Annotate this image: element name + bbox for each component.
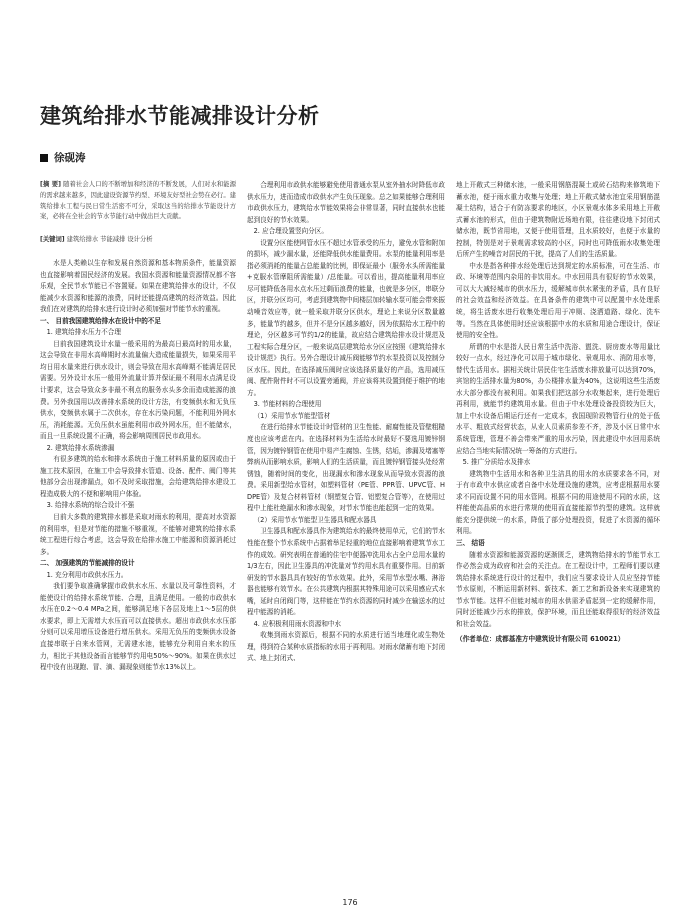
subsection-heading: 1. 充分利用市政供水压力。	[46, 570, 128, 579]
paragraph: 所谓的中水是指人民日常生活中洗浴、盥洗、厨房废水等用量比较好一点水，经过净化可以用于城市绿化、景观用水、消防用水等，替代生活用水。据相关统计居民住宅生活废水排放量可以达到70%，宾馆的生活排水量为80%，办公楼排水量为40%，这说明这些生活废水大部分都没有被利用。如果我们把这部分水收集起来，进行处理后再利用，就能节约建筑用水量。但由于中水处理设备投资较为巨大，加上中水设备后期运行还有一定成本，我国现阶段物管行业的处于低水平、粗放式经营状态，从业人员素质参差不齐，涉及小区日常中水系统管理，管理不善会带来严重的用水污染，因此建设中水回用系统应结合当地实际情况统一筹备的方式进行。	[456, 342, 660, 455]
paragraph: 水是人类赖以生存和发展自然资源和基本物质条件，能量资源也直接影响着国民经济的发展。我国水资源和能量资源情况都不容乐观，全民节水节能已不容置疑。如果在建筑给排水的设计，不仅能减少水资源和能源的浪费，同时还能提高建筑的经济效益。因此我们在对建筑的给排水进行设计时必须加强对节能节水的重视。	[40, 258, 236, 314]
abstract	[40, 180, 236, 223]
subsection-heading: 2. 建筑给排水系统渗漏	[46, 443, 115, 452]
keywords-text: 建筑给排水 节能减排 设计分析	[66, 236, 153, 244]
section-heading: 三、 结语	[456, 538, 485, 547]
paragraph: 在进行给排水节能设计时管材的卫生性能、耐腐性能及管壁粗糙度也应该考虑在内。在选择材料为生活给水时最好不要选用镀锌钢管，因为镀锌钢管在使用中易产生腐蚀、生锈，结垢，渗漏及堵塞等弊病从而影响水质，影响人们的生活质量，而且镀锌钢管接头处经常锈蚀，随着时间的变化，出现漏水和滲水现象从而导致水资源的浪费。采用新型给水管材，如塑料管材（PE管、PPR管、UPVC管、HDPE管）及复合材料管材（钢塑复合管、铝塑复合管等），在使用过程中上能杜绝漏水和渗水现象，对节水节能也能起到一定的效果。	[247, 423, 445, 513]
paragraph: 随着水资源和能源资源的逐渐匮乏，建筑物给排水的节能节水工作必然会成为政府和社会的关注点。在工程设计中，工程师们要以建筑给排水系统进行设计的过程中，我们应当要求设计人员应坚持节能节水原则，不断运用新材料、新技术、新工艺和新设备来实现建筑的节水节能。这样不但能对城市的用水供需矛盾起到一定的缓解作用，同时还能减少污水的排放，保护环境，而且还能取得很好的经济效益和社会效益。	[456, 550, 660, 628]
section-heading: 二、 加强建筑的节能减排的设计	[40, 559, 135, 568]
column-2-body	[247, 180, 445, 665]
author-line	[40, 150, 86, 165]
subsection-heading: 1. 建筑给排水压力不合理	[46, 328, 121, 337]
paragraph: 有很多建筑的给水和排水系统由于施工材料质量的原因或由于施工技术原因，在施工中会导致排水管道、设备、配件、阀门等其他部分会出现渗漏点，如不及时采取措施，会给建筑给排水建设工程造成极大的不便和影响用户体验。	[40, 455, 236, 498]
column-2	[247, 180, 445, 665]
article-title: 建筑给排水节能减排设计分析	[40, 104, 320, 128]
paragraph: 我们要争取准确掌握市政供水水压、水量以及可靠性资料，才能使设计的给排水系统节能、合理，且满足使用。一般的市政供水水压在0.2～0.4 MPa之间，能够满足地下各层及地上1～5层的供水要求，即上无需增大水压而可以直接供水。超出市政供水水压部分则可以采用增压设备进行增压供水。采用无负压的变频供水设备直接串联于自来水管网，无需建水池，能够充分利用自来水的压力，相比于其他设备而言能够节约用电50%～90%。如果在供水过程中没有出现跑、冒、滴、漏现象则能节水13%以上。	[40, 582, 236, 672]
paragraph: 设置分区能使网管水压不超过水管承受的压力，避免水管和附加的损坏，减少漏水量，还能降低供水能量费用。水泵的能量利用率是指必须消耗的能量占总能量的比例，即保证最小（服务水头所需能量+克服水管摩阻所需能量）/总能量。可以看出，提高能量利用率应尽可能降低各用水点水压过剩而浪费的能量，也就是多分区，串联分区，并联分区均可，考虑到建筑物中间楼层加转输水泵可能会带来振动噪音效应等，就一般采取并联分区供水，理论上来说分区数量越多，能量节约越多，但并不是分区越多越好，因为依据给水工程中的理论，分区越多可节约1/2的能量，故应结合建筑给排水设计规范及工程实际合理分区，一般来说高层建筑给水分区应按照《建筑给排水设计规范》执行。另外合理设计减压阀能够节约水泵投资以及控制分区水压。因此，在选择减压阀时应该选择质量好的产品，选用减压阀、配件附件时不可以设置旁通阀，并应该将其设置到便于维护的地方。	[247, 238, 445, 397]
section-heading: 一、 目前我国建筑给排水在设计中的不足	[40, 316, 161, 325]
subsection-heading: 2. 应合理设置竖向分区。	[253, 227, 328, 236]
subsection-heading: 4. 应积极利用雨水资源和中水	[253, 619, 342, 628]
paragraph: 目前大多数的建筑排水都是采取对雨水的利用，提高对水资源的利用率，但是对节能的措施不够重视，不能够对建筑的给排水系统工程进行综合考虑，这会导致在给排水施工中能源和资源消耗过多。	[40, 513, 236, 556]
abstract-text: 随着社会人口的不断增加和经济的不断发展，人们对水和能源的需求越来越多，因此建设资源节约型、环境友好型社会势在必行。建筑给排水工程与民日常生活密不可分，采取这当的给排水节能设计方案，必将在全社会的节水节能行动中做出巨大贡献。	[40, 181, 236, 221]
bullet-square-icon	[40, 154, 48, 162]
author-affiliation: （作者单位：成都基准方中建筑设计有限公司 610021）	[456, 635, 625, 644]
paragraph: 合理利用市政供水能够避免使用普通水泵从室外抽水时降低市政供水压力，进而造成市政供水产生负压现象。总之如果能够合理利用市政供水压力，建筑给水节能效果将会非常显著，同时直接供水也能起到良好的节水效果。	[247, 181, 445, 224]
abstract-label: [摘 要]	[40, 181, 61, 188]
subsection-heading: 3. 节能材料的合理使用	[253, 400, 322, 409]
paragraph: 中水是指各种排水经处理后达到规定的水质标准，可在生活、市政、环境等范围内杂用的非饮用水。中水回用具有很好的节水效果，可以大大减轻城市的供水压力，缓解城市供水紧张的矛盾，具有良好的社会效益和经济效益。在具备条件的建筑中可以配置中水处理系统，将生活废水进行收集处理后用于冲厕、浇洒道路、绿化、洗车等。当然在具体使用时还应该根据中水的水质和用途合理设计，保证使用的安全性。	[456, 261, 660, 340]
subsection-heading: （2）采用节水节能型卫生器具和配水器具	[253, 515, 377, 524]
paragraph: 建筑物中生活用水和各种卫生洁具的用水的水质要求各不同，对于有市政中水供应或者自备中水处理设施的建筑，应考虑根据用水要求不同而设置不同的用水管网。根据不同的用途使用不同的水质，这样能使高品质的水进行常规的使用而直接能源节约型的建筑。这样就能充分提供统一的水系，降低了部分处理投资，促进了水资源的循环利用。	[456, 469, 660, 536]
column-3-body	[456, 180, 660, 630]
subsection-heading: 3. 给排水系统的综合设计不强	[46, 501, 135, 510]
author-name: 徐砚涛	[54, 152, 86, 164]
keywords-label: [关键词]	[40, 236, 65, 244]
page-number: 176	[342, 898, 358, 907]
paragraph: 目前我国建筑设计水量一般采用的为最高日最高时的用水量，这会导致在非用水高峰期时水流量偏大造成能量损失，如果采用平均日用水量来进行供水设计，则会导致在用水高峰期不能满足居民需要。另外设计水压一般用外流量计算并保证最不利用水点满足设计要求，这会导致众多非最不利点的服务水头多余而造成能源的浪费。另外我国用以改善排水系统的设计方法，有变频供水和无负压供水，变频供水属于二次供水，存在水污染问题，不能利用外网水压，消耗能源。无负压供水虽能利用市政外网水压，但不能储水，而且一旦系统设置不正确，将会影响周围居民市政用水。	[40, 339, 236, 441]
paragraph: 收集到雨水资源后，根据不同的水质进行适当地理化或生物处理，得到符合某种水质指标的水用于再利用。对雨水储蓄有地下封闭式、地上封闭式、	[247, 631, 445, 663]
paragraph: 地上开敞式三种储水池，一般采用钢筋混凝土或砖石结构来修筑地下蓄水池，便于雨水重力收集与处理；地上开敞式储水池宜采用钢筋混凝土结构，适合于有防冻要求的地区，小区景观水体多采用地上开敞式蓄水池的形式，但由于建筑物附近场地有限，往往建设地下封闭式储水池，既节省用地，又便于使用管理，且水质较好，也便于水量的控制，特别是对于景观需求较高的小区，同时也可降低雨水收集处理后所产生的噪音对居民的干扰，提高了人们的生活质量。	[456, 181, 660, 259]
subsection-heading: （1）采用节水节能型管材	[253, 411, 331, 420]
column-1-body	[40, 258, 236, 674]
subsection-heading: 5. 推广分质给水及排水	[462, 458, 531, 467]
column-3	[456, 180, 660, 646]
paragraph: 卫生器具和配水器具作为建筑给水的最终使用单元，它们的节水性能在整个节水系统中占据着举足轻重的地位直接影响着建筑节水工作的成效。研究表明在普通的住宅中便器冲洗用水占全户总用水量的1/3左右，因此卫生器具的冲洗量对节约用水具有重要作用。目前新研发的节水器具具有较好的节水效果。此外，采用节水型水嘴、淋浴器也能够有效节水。在公共建筑内根据其特殊用途可以采用感应式水嘴，延时自闭阀门等，这样能在节约水资源的同时减少在输送水的过程中能源的消耗。	[247, 527, 445, 617]
keywords	[40, 235, 236, 246]
column-1	[40, 180, 236, 674]
